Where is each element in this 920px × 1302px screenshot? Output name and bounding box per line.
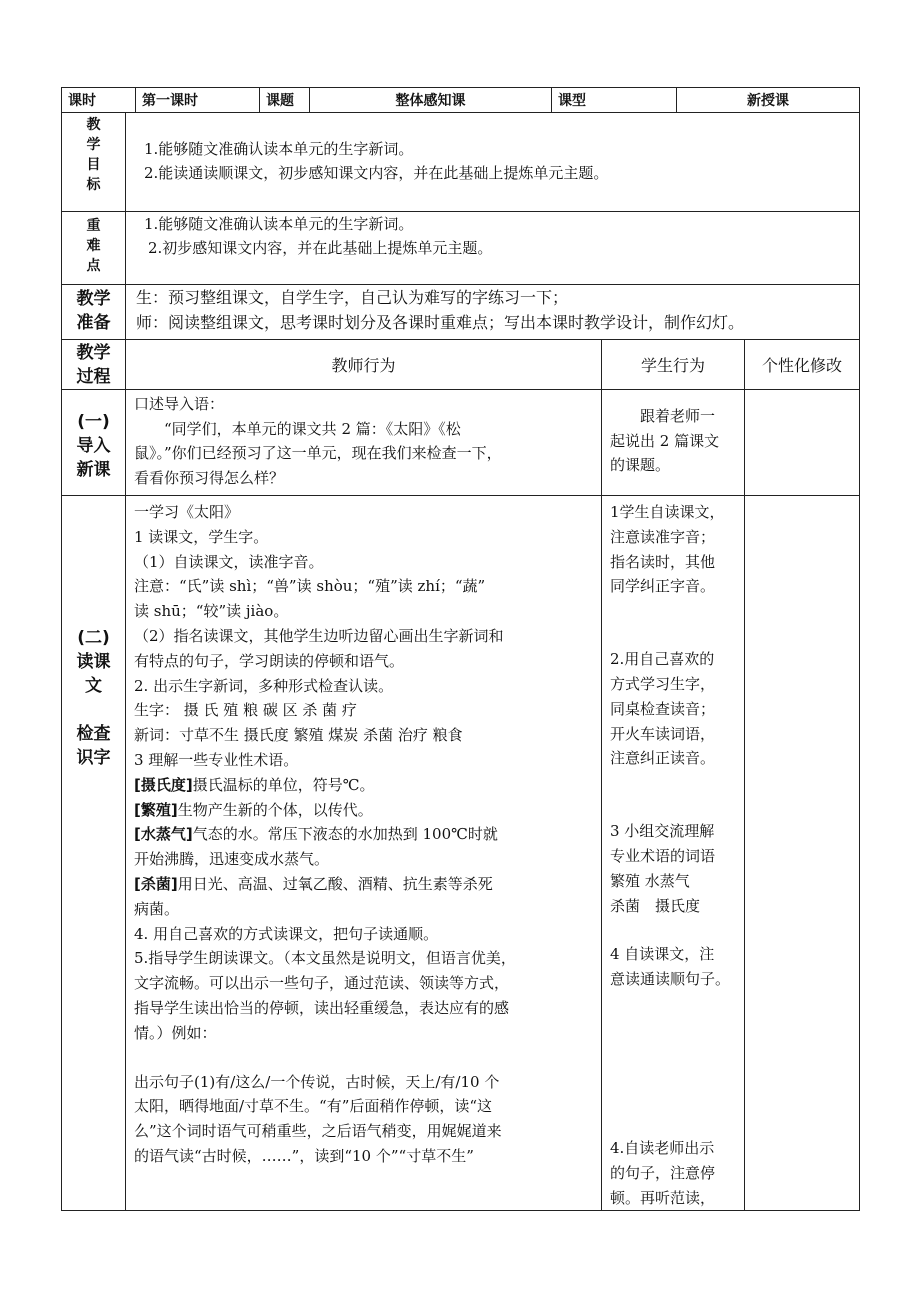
process-label: 教学 过程 [62, 340, 126, 390]
term-item: [摄氏度]摄氏温标的单位，符号℃。 [134, 775, 375, 794]
goal-line: 2.能读通读顺课文，初步感知课文内容，并在此基础上提炼单元主题。 [144, 164, 609, 182]
term-item: [繁殖]生物产生新的个体，以传代。 [134, 800, 373, 819]
term-item: [水蒸气]气态的水。常压下液态的水加热到 100℃时就 [134, 825, 498, 844]
lesson-label: 课时 [62, 88, 136, 113]
key-points-content [126, 212, 860, 285]
type-label: 课型 [552, 88, 677, 113]
type-value: 新授课 [677, 88, 860, 113]
section1-row [62, 390, 860, 496]
section2-row [62, 496, 860, 1211]
goals-row [62, 113, 860, 212]
preparation-row [62, 285, 860, 340]
section2-personal [745, 496, 860, 1211]
header-row [62, 88, 860, 113]
lesson-plan-table [61, 87, 860, 1211]
goals-label: 教 学 目 标 [62, 113, 126, 212]
topic-label: 课题 [260, 88, 310, 113]
topic-value: 整体感知课 [310, 88, 552, 113]
goal-line: 1.能够随文准确认读本单元的生字新词。 [144, 140, 414, 158]
goals-content [126, 113, 860, 212]
term-item: [杀菌]用日光、高温、过氧乙酸、酒精、抗生素等杀死 [134, 874, 493, 893]
key-point-line: 2.初步感知课文内容，并在此基础上提炼单元主题。 [148, 239, 493, 257]
preparation-content [126, 285, 860, 340]
section2-teacher: 一学习《太阳》 1 读课文，学生字。 （1）自读课文，读准字音。 注意：“氏”读 shì；“兽”读 shòu；“殖”读 zhí；“蔬” 读 shū；“较”读 jiào。 （2）指名读课文，其他学生边听边留心画出生字新词和 有特点的句子，学习朗读的停顿和语气。 2. 出示生字新词，多种形式检查认读。 生字： 摄 氏 殖 粮 碳 区 杀 菌 疗 新词：寸草不生 摄氏度 繁殖 煤炭 杀菌 治疗 粮食 3 理解一些专业性术语。 [摄氏度]摄氏温标的单位，符号℃。 [繁殖]生物产生新的个体，以传代。 [水蒸气]气态的水。常压下液态的水加热到 100℃时就 开始沸腾，迅速变成水蒸气。 [杀菌]用日光、高温、过氧乙酸、酒精、抗生素等杀死 病菌。 4. 用自己喜欢的方式读课文，把句子读通顺。 5.指导学生朗读课文。（本文虽然是说明文，但语言优美， 文字流畅。可以出示一些句子，通过范读、领读等方式， 指导学生读出恰当的停顿，读出轻重缓急，表达应有的感 情。）例如： 出示句子(1)有/这么/一个传说，古时候，天上/有/10 个 太阳，晒得地面/寸草不生。“有”后面稍作停顿，读“这 么”这个词时语气可稍重些，之后语气稍变，用娓娓道来 的语气读“古时候，……”，读到“10 个”“寸草不生” [126, 496, 602, 1211]
preparation-label: 教学 准备 [62, 285, 126, 340]
section2-student: 1学生自读课文， 注意读准字音； 指名读时，其他 同学纠正字音。 2.用自己喜欢的 方式学习生字， 同桌检查读音； 开火车读词语， 注意纠正读音。 3 小组交流理解 专业术语的词语 繁殖 水蒸气 杀菌 摄氏度 4 自读课文，注 意读通读顺句子。 4.自读老师出示 的句子，注意停 顿。再听范读， [602, 496, 745, 1211]
student-column-header: 学生行为 [602, 340, 745, 390]
key-points-label: 重 难 点 [62, 212, 126, 285]
process-header-row [62, 340, 860, 390]
teacher-column-header: 教师行为 [126, 340, 602, 390]
section2-label: (二) 读课 文 检查 识字 [62, 496, 126, 1211]
prep-line: 师：阅读整组课文，思考课时划分及各课时重难点；写出本课时教学设计，制作幻灯。 [136, 313, 745, 332]
key-points-row [62, 212, 860, 285]
prep-line: 生：预习整组课文，自学生字，自己认为难写的字练习一下； [136, 288, 569, 307]
key-point-line: 1.能够随文准确认读本单元的生字新词。 [144, 215, 414, 233]
lesson-plan-page [61, 87, 859, 1211]
section1-label: (一) 导入 新课 [62, 390, 126, 496]
section1-personal [745, 390, 860, 496]
lesson-value: 第一课时 [136, 88, 260, 113]
section1-teacher: 口述导入语： “同学们，本单元的课文共 2 篇：《太阳》《松 鼠》。”你们已经预习了这一单元，现在我们来检查一下， 看看你预习得怎么样？ [126, 390, 602, 496]
section1-student: 跟着老师一 起说出 2 篇课文 的课题。 [602, 390, 745, 496]
personal-column-header: 个性化修改 [745, 340, 860, 390]
